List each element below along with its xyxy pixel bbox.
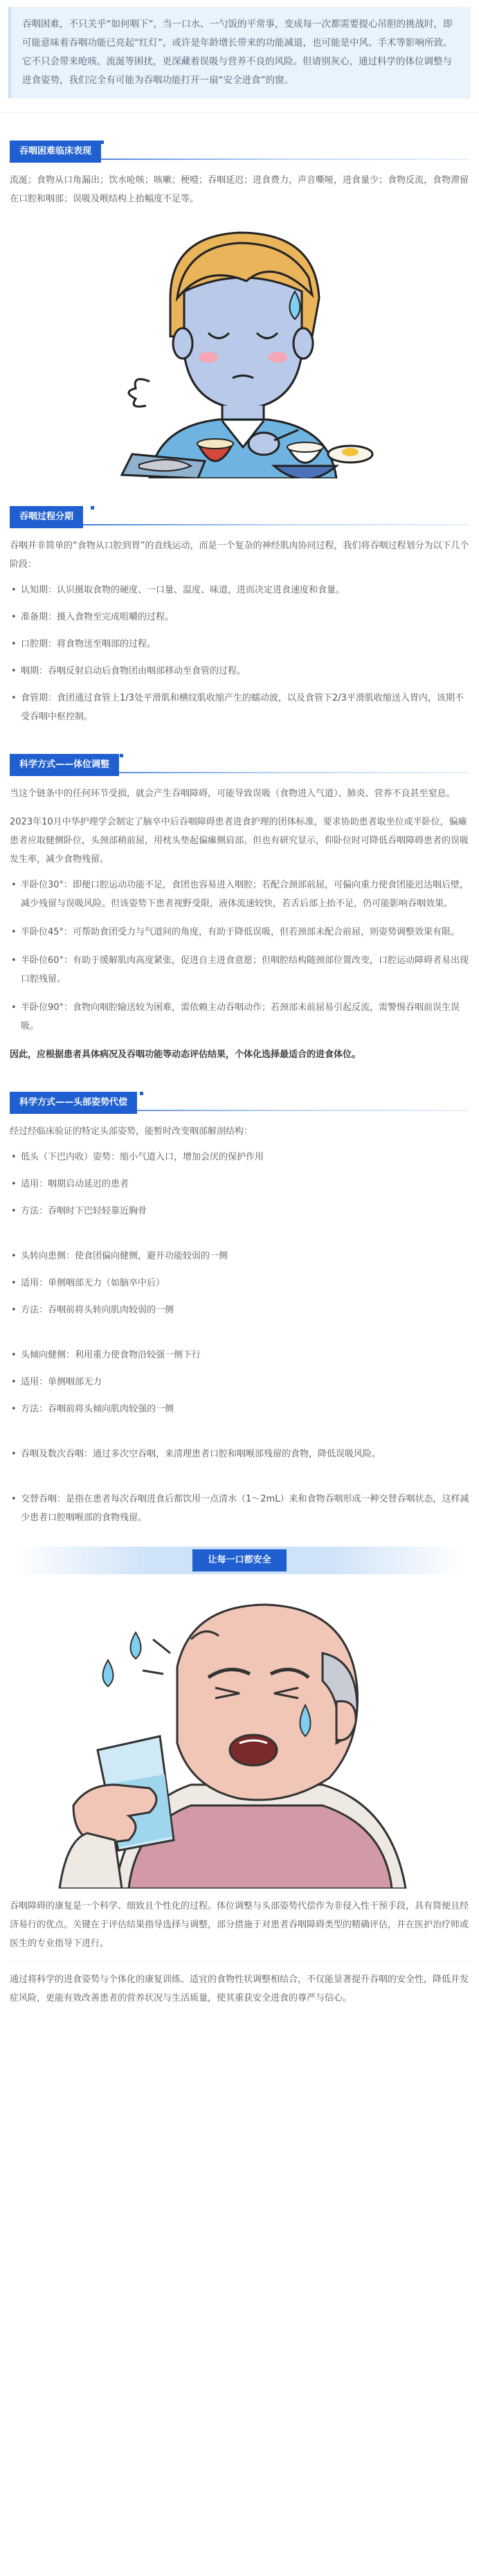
posture-paragraph-1: 当这个链条中的任何环节受损，就会产生吞咽障碍，可能导致误吸（食物进入气道）、肺炎、营养不良甚至窒息。 [10, 789, 455, 799]
list-item: • 半卧位90°：食物向咽腔输送较为困难，需依赖主动吞咽动作；若颈部未前屈易引起反流，需警惕吞咽前误生误吸。 [10, 998, 469, 1036]
section-header-head-posture [10, 1088, 469, 1114]
posture-conclusion: 因此，应根据患者具体病况及吞咽功能等动态评估结果，个体化选择最适合的进食体位。 [10, 1050, 361, 1060]
spacer [0, 1427, 479, 1438]
section-header-stages [10, 502, 469, 528]
list-item: • 交替吞咽：是指在患者每次吞咽进食后都饮用一点清水（1～2mL）来和食物吞咽形成一种交替吞咽状态，这样减少患者口腔咽喉部的食物残留。 [10, 1490, 469, 1527]
divider [10, 1961, 469, 1962]
list-item: • 半卧位30°：即便口腔运动功能不足，食团也容易进入咽腔；若配合颈部前屈，可偏向重力使食团能迟达咽后壁，减少残留与误吸风险。但该姿势下患者视野受限，液体流速较快，若舌后部上抬不足，仍可能影响吞咽效果。 [10, 876, 469, 913]
list-item: • 吞咽及数次吞咽：通过多次空吞咽，来清理患者口腔和咽喉部残留的食物，降低误吸风险。 [10, 1445, 469, 1463]
stages-list [10, 581, 469, 726]
divider [0, 112, 479, 113]
elderly-drinking-illustration [32, 1577, 447, 1889]
list-item: • 适用：单侧咽部无力（如脑卒中后） [10, 1274, 469, 1292]
section-header-symptoms [10, 136, 469, 163]
list-item: • 适用：咽期启动延迟的患者 [10, 1175, 469, 1194]
intro-text: 吞咽困难，不只关乎“如何咽下”，当一口水、一勺饭的平常事，变成每一次都需要提心吊胆的挑战时，即可能意味着吞咽功能已亮起“红灯”，或许是年龄增长带来的功能减退，也可能是中风、手术等影响所致。它不只会带来呛咳、流涎等困扰，更深藏着误吸与营养不良的风险。但请别灰心，通过科学的体位调整与进食姿势，我们完全有可能为吞咽功能打开一扇“安全进食”的窗。 [22, 19, 453, 86]
list-item: • 方法：吞咽时下巴轻轻靠近胸骨 [10, 1202, 469, 1221]
closing-paragraph-1: 吞咽障碍的康复是一个科学、细致且个性化的过程。体位调整与头部姿势代偿作为非侵入性干预手段，具有简便且经济易行的优点。关键在于评估结果指导选择与调整，部分措施于对患者吞咽障碍类型的精确评估，并在医护治疗师或医生的专业指导下进行。 [10, 1901, 469, 1949]
list-item: • 半卧位60°：有助于缓解肌肉高度紧张，促进自主进食意愿；但咽腔结构随颈部位置改变，口腔运动障碍者易出现口腔残留。 [10, 951, 469, 989]
list-item: • 半卧位45°：可帮助食团受力与气道间的角度，有助于降低误吸，但若颈部未配合前屈，则姿势调整效果有限。 [10, 923, 469, 942]
list-item: • 准备期：摄入食物至完成咀嚼的过程。 [10, 608, 469, 627]
head-posture-intro: 经过经临床验证的特定头部姿势，能暂时改变咽部解剖结构： [10, 1126, 253, 1137]
section-title: 吞咽困难临床表现 [10, 141, 101, 163]
list-item: • 方法：吞咽前将头转向肌肉较弱的一侧 [10, 1301, 469, 1319]
list-item: • 口腔期：将食物送至咽部的过程。 [10, 635, 469, 654]
list-item: • 低头（下巴内收）姿势：缩小气道入口，增加会厌的保护作用 [10, 1148, 469, 1167]
person-eating-illustration [66, 215, 413, 478]
closing-paragraph-2: 通过将科学的进食姿势与个体化的康复训练、适宜的食物性状调整相结合，不仅能显著提升吞咽的安全性，降低并发症风险，更能有效改善患者的营养状况与生活质量，使其重获安全进食的尊严与信心。 [10, 1974, 469, 2003]
list-item: • 认知期：认识摄取食物的硬度、一口量、温度、味道，进而决定进食速度和食量。 [10, 581, 469, 600]
head-posture-group-2 [10, 1247, 469, 1319]
list-item: • 咽期：吞咽反射启动后食物团由咽部移动至食管的过程。 [10, 662, 469, 681]
safety-banner [14, 1547, 465, 1574]
list-item: • 头倾向健侧：利用重力使食物沿较强一侧下行 [10, 1346, 469, 1364]
decor-dot [120, 754, 123, 757]
spacer [0, 1229, 479, 1240]
list-item: • 头转向患侧：使食团偏向健侧，避开功能较弱的一侧 [10, 1247, 469, 1266]
section-title: 让每一口都安全 [192, 1549, 286, 1571]
list-item: • 适用：单侧咽部无力 [10, 1373, 469, 1391]
head-posture-group-4 [10, 1445, 469, 1463]
decor-dot [140, 1092, 143, 1095]
stages-intro: 吞咽并非简单的“食物从口腔到胃”的直线运动，而是一个复杂的神经肌肉协同过程，我们将吞咽过程划分为以下几个阶段： [10, 541, 469, 570]
section-header-posture [10, 750, 469, 776]
posture-list [10, 876, 469, 1036]
decor-dot [91, 506, 94, 510]
head-posture-group-1 [10, 1148, 469, 1221]
intro-box [8, 7, 471, 98]
list-item: • 方法：吞咽前将头倾向肌肉较强的一侧 [10, 1400, 469, 1418]
spacer [0, 1328, 479, 1339]
section-title: 吞咽过程分期 [10, 506, 83, 528]
spacer [0, 1472, 479, 1483]
list-item: • 食管期：食团通过食管上1/3处平滑肌和横纹肌收缩产生的蠕动波，以及食管下2/3平滑肌收缩送入胃内，该期不受吞咽中枢控制。 [10, 689, 469, 726]
head-posture-group-3 [10, 1346, 469, 1418]
posture-paragraph-2: 2023年10月中华护理学会制定了脑卒中后吞咽障碍患者进食护理的团体标准，要求协助患者取坐位或半卧位，偏瘫患者应取健侧卧位，头颈部稍前屈，用枕头垫起偏瘫侧肩部。但也有研究显示，仰卧位时可降低吞咽障碍患者的误吸发生率，减少食物残留。 [10, 817, 469, 865]
section-title: 科学方式——体位调整 [10, 754, 119, 776]
section-title: 科学方式——头部姿势代偿 [10, 1092, 137, 1114]
head-posture-group-5 [10, 1490, 469, 1527]
symptoms-text: 流涎；食物从口角漏出；饮水呛咳；咳嗽；梗噎；吞咽延迟；进食费力，声音嘶哑，进食量少；食物反流，食物滞留在口腔和咽部；误吸及喉结构上抬幅度不足等。 [10, 175, 469, 204]
